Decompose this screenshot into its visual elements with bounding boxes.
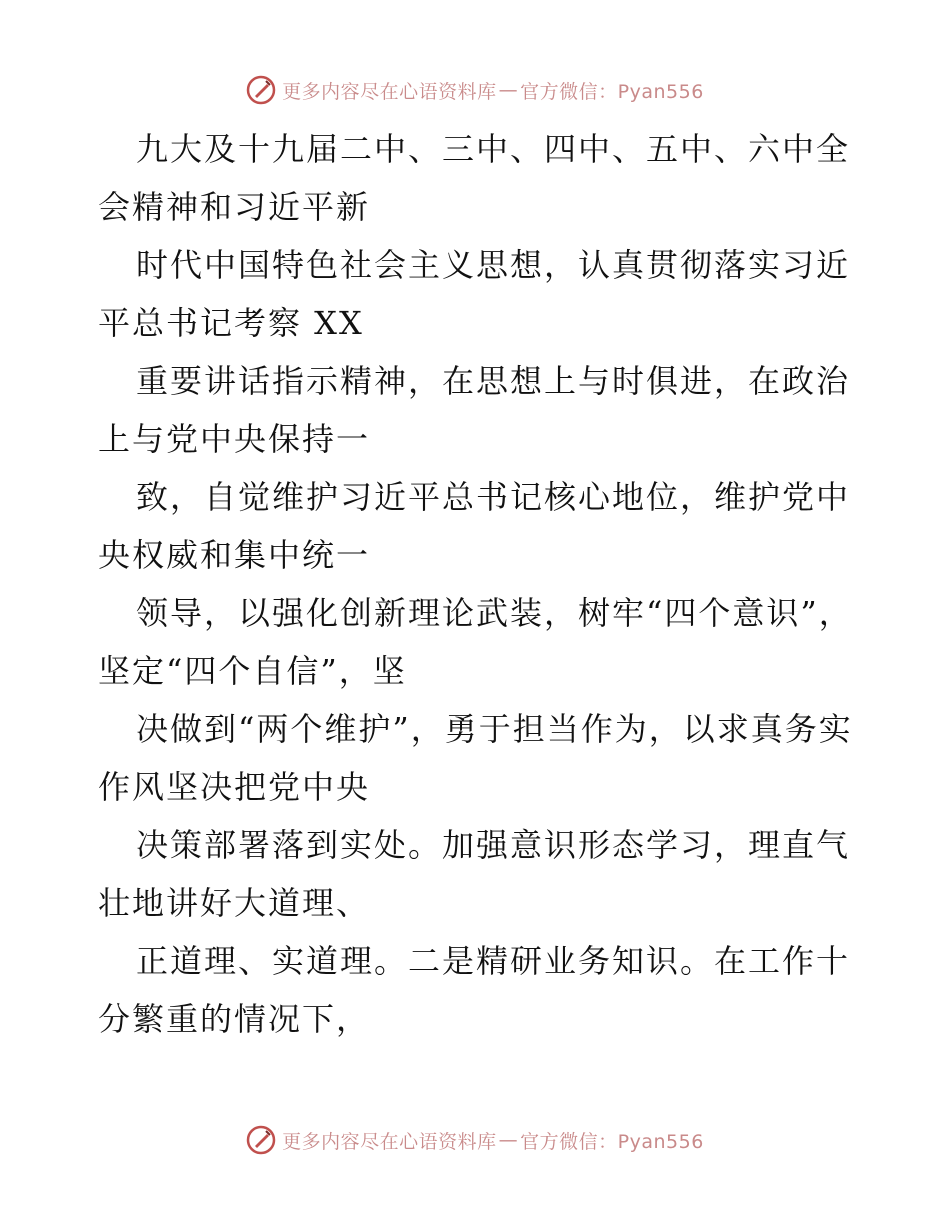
footer-watermark-banner	[0, 1120, 950, 1160]
banner-text: 更多内容尽在心语资料库	[282, 80, 497, 103]
banner-text: 更多内容尽在心语资料库	[282, 1130, 497, 1153]
paragraph: 九大及十九届二中、三中、四中、五中、六中全会精神和习近平新	[98, 130, 851, 226]
paragraph: 时代中国特色社会主义思想，认真贯彻落实习近平总书记考察 XX	[98, 246, 851, 342]
quill-logo-icon	[246, 1125, 276, 1155]
quill-logo-icon	[246, 75, 276, 105]
paragraph: 领导，以强化创新理论武装，树牢“四个意识”，坚定“四个自信”，坚	[98, 594, 853, 690]
paragraph: 决策部署落到实处。加强意识形态学习，理直气壮地讲好大道理、	[98, 826, 851, 922]
paragraph: 决做到“两个维护”，勇于担当作为，以求真务实作风坚决把党中央	[98, 710, 853, 806]
paragraph: 重要讲话指示精神，在思想上与时俱进，在政治上与党中央保持一	[98, 362, 851, 458]
banner-wechat-id: 官方微信：Pyan556	[520, 1130, 704, 1153]
header-watermark-banner	[0, 70, 950, 110]
document-body	[98, 120, 858, 1048]
banner-separator: —	[498, 79, 519, 101]
banner-separator: —	[498, 1129, 519, 1151]
banner-wechat-id: 官方微信：Pyan556	[520, 80, 704, 103]
paragraph: 正道理、实道理。二是精研业务知识。在工作十分繁重的情况下，	[98, 942, 851, 1038]
paragraph: 致，自觉维护习近平总书记核心地位，维护党中央权威和集中统一	[98, 478, 851, 574]
